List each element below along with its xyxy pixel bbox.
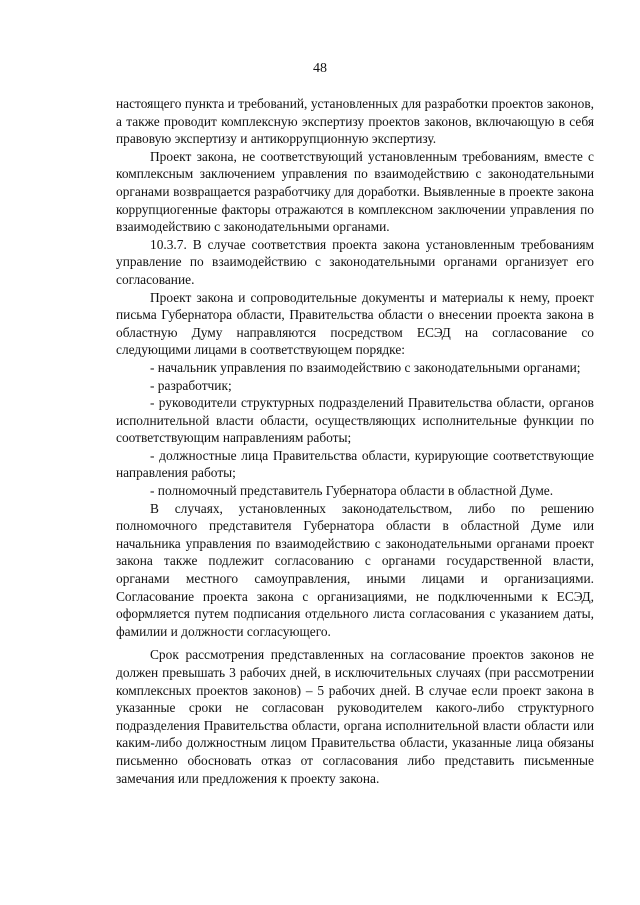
- document-body: [116, 95, 594, 787]
- paragraph-4: Проект закона и сопроводительные документы и материалы к нему, проект письма Губернатора области, Правительства области о внесении проекта закона в областную Думу направляются посредством ЕСЭД на согласование со следующими лицами в соответствующем порядке:: [116, 289, 594, 358]
- paragraph-1: настоящего пункта и требований, установленных для разработки проектов законов, а также проводит комплексную экспертизу проектов законов, включающую в себя правовую экспертизу и антикоррупционную экспертизу.: [116, 96, 594, 147]
- list-item-4: - должностные лица Правительства области, курирующие соответствующие направления работы;: [116, 447, 594, 481]
- list-item-2: - разработчик;: [150, 377, 232, 393]
- list-item-5: - полномочный представитель Губернатора области в областной Думе.: [150, 483, 554, 499]
- paragraph-6: Срок рассмотрения представленных на согласование проектов законов не должен превышать 3 рабочих дней, в исключительных случаях (при рассмотрении комплексных проектов законов) – 5 рабочих дней. В случае если проект закона в указанные сроки не согласован руководителем какого-либо структурного подразделения Правительства области, органа исполнительной власти области или каким-либо должностным лицом Правительства области, указанные лица обязаны письменно обосновать отказ от согласования либо представить письменные замечания или предложения к проекту закона.: [116, 647, 594, 786]
- paragraph-5: В случаях, установленных законодательством, либо по решению полномочного представителя Губернатора области в областной Думе или начальника управления по взаимодействию с законодательными органами проект закона также подлежит согласованию с органами государственной власти, органами местного самоуправления, иными лицами и организациями. Согласование проекта закона с организациями, не подключенными к ЕСЭД, оформляется путем подписания отдельного листа согласования с указанием даты, фамилии и должности согласующего.: [116, 500, 594, 639]
- list-item-3: - руководители структурных подразделений Правительства области, органов исполнительной власти области, осуществляющих исполнительные функции по соответствующим направлениям работы;: [116, 395, 594, 446]
- list-item-1: - начальник управления по взаимодействию с законодательными органами;: [150, 359, 581, 375]
- paragraph-2: Проект закона, не соответствующий установленным требованиям, вместе с комплексным заключением управления по взаимодействию с законодательными органами возвращается разработчику для доработки. Выявленные в проекте закона коррупциогенные факторы отражаются в комплексном заключении управления по взаимодействию с законодательными органами.: [116, 148, 594, 235]
- paragraph-3: 10.3.7. В случае соответствия проекта закона установленным требованиям управление по взаимодействию с законодательными органами организует его согласование.: [116, 236, 594, 287]
- page-number: 48: [313, 61, 327, 76]
